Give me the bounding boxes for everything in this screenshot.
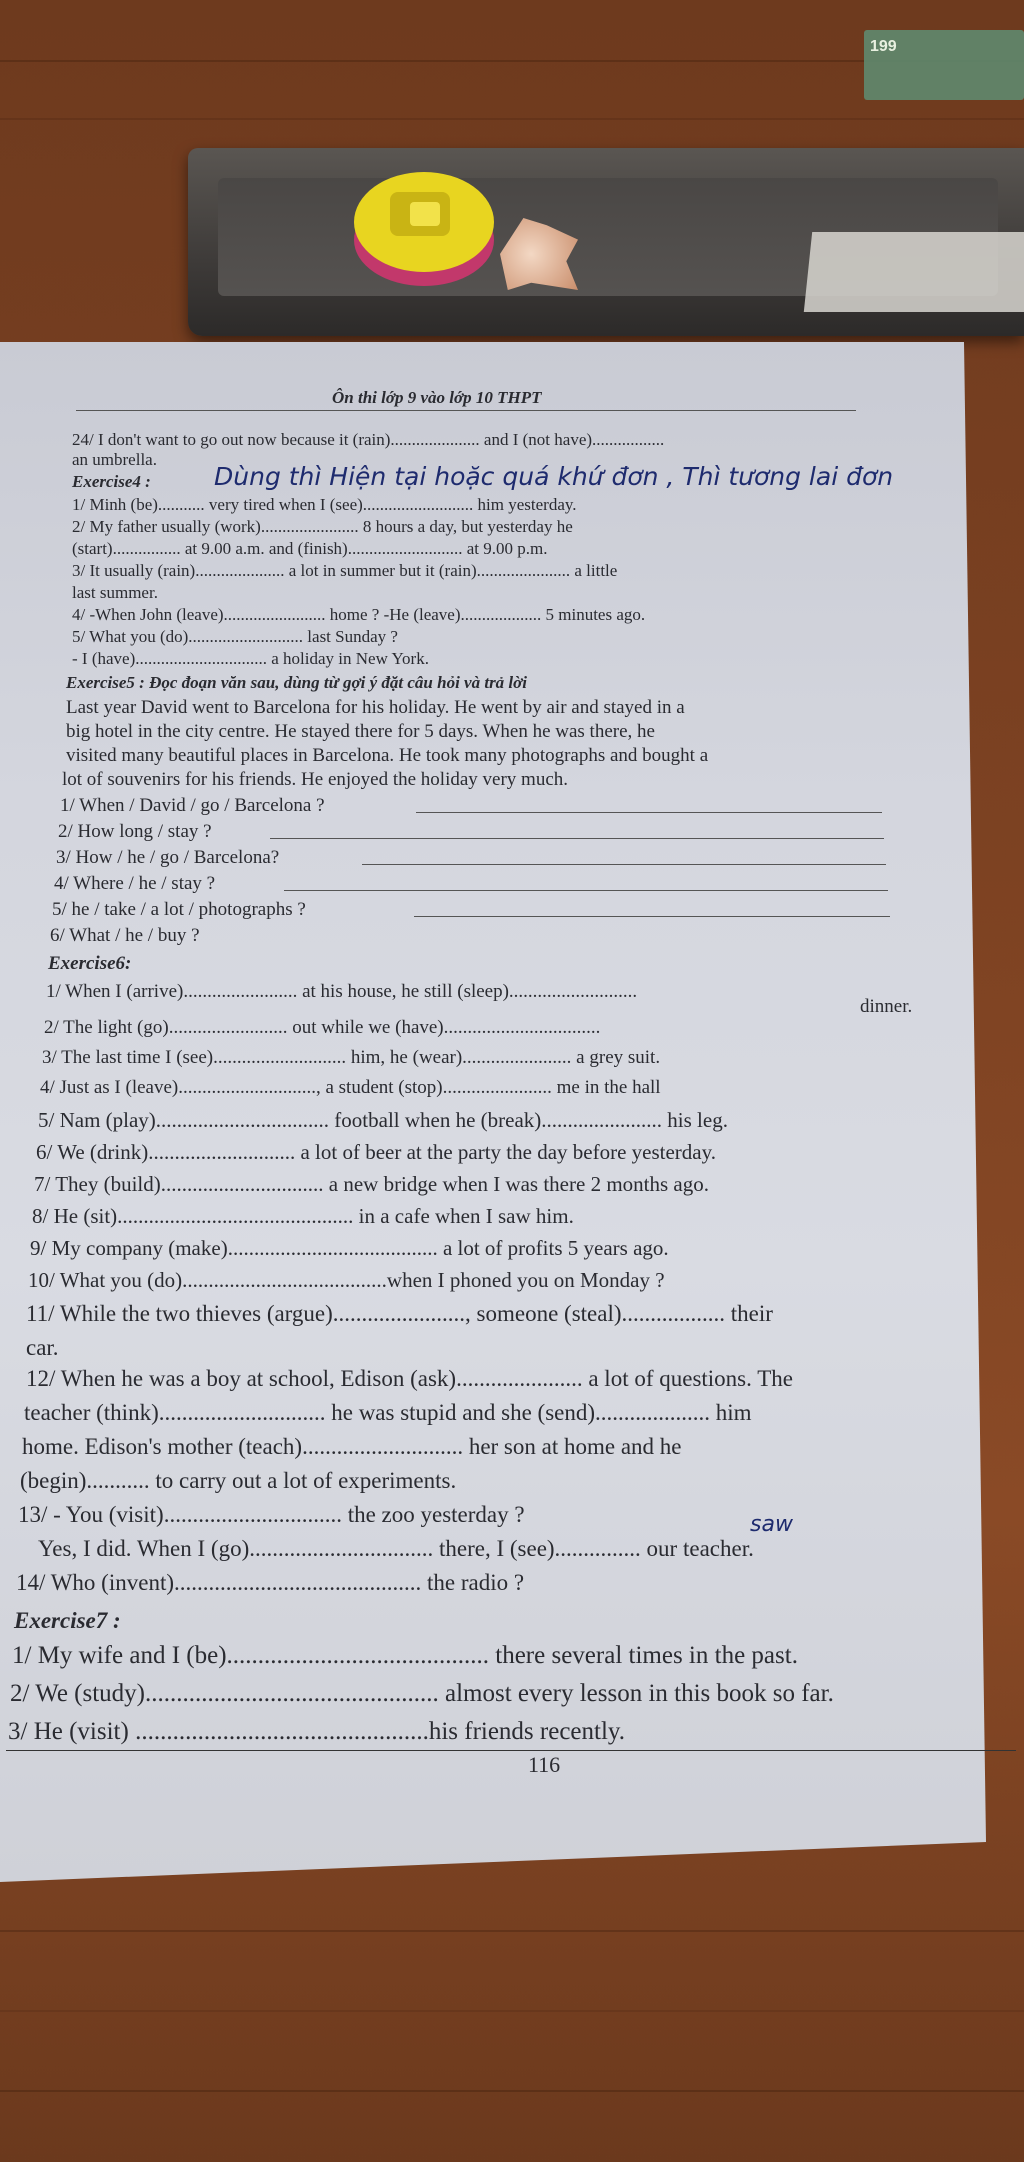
tray-sticker (804, 232, 1024, 312)
pencil-tray (188, 148, 1024, 336)
page-number: 116 (528, 1752, 561, 1777)
exercise4-title: Exercise4 : (72, 472, 151, 491)
answer-line (414, 916, 890, 917)
ex6-item-12-cont-2: home. Edison's mother (teach)............................ her son at home and he (22, 1434, 682, 1459)
ex6-item-1-end: dinner. (860, 996, 913, 1017)
ex5-q2: 2/ How long / stay ? (58, 821, 212, 842)
ex4-item-3: 3/ It usually (rain)..................... a lot in summer but it (rain)...................... a little (72, 561, 618, 580)
ex6-item-13: 13/ - You (visit)............................... the zoo yesterday ? (18, 1502, 525, 1527)
ex6-item-1: 1/ When I (arrive)........................ at his house, he still (sleep)........................... (46, 981, 638, 1002)
pencil-sharpener-icon (352, 160, 502, 292)
ex6-item-7: 7/ They (build)............................... a new bridge when I was there 2 months ago. (34, 1172, 709, 1196)
ex5-q6: 6/ What / he / buy ? (50, 925, 200, 946)
ex5-passage-2: big hotel in the city centre. He stayed there for 5 days. When he was there, he (66, 721, 655, 742)
ex6-item-3: 3/ The last time I (see)............................ him, he (wear)....................... a grey suit. (42, 1047, 661, 1068)
ex5-q1: 1/ When / David / go / Barcelona ? (60, 795, 325, 816)
question-24-cont: an umbrella. (72, 450, 157, 469)
ex5-q3: 3/ How / he / go / Barcelona? (56, 847, 280, 868)
ex6-item-10: 10/ What you (do).......................................when I phoned you on Monday ? (28, 1268, 665, 1292)
ex5-q5: 5/ he / take / a lot / photographs ? (52, 899, 306, 920)
ex5-passage-3: visited many beautiful places in Barcelona. He took many photographs and bought a (66, 745, 709, 766)
ex6-item-12-cont-1: teacher (think)............................. he was stupid and she (send).................... him (24, 1400, 752, 1425)
answer-line (270, 838, 884, 839)
ex5-passage-4: lot of souvenirs for his friends. He enjoyed the holiday very much. (62, 769, 569, 790)
ex4-item-5: 5/ What you (do)........................... last Sunday ? (72, 627, 398, 646)
ex7-item-1: 1/ My wife and I (be).......................................... there several times in the past. (12, 1642, 798, 1669)
ex4-item-3-cont: last summer. (72, 583, 158, 602)
ex7-item-3: 3/ He (visit) ...............................................his friends recently. (8, 1718, 626, 1745)
exercise6-title: Exercise6: (48, 953, 132, 974)
ex4-item-2: 2/ My father usually (work)....................... 8 hours a day, but yesterday he (72, 517, 573, 536)
ex4-item-5-answer: - I (have)............................... a holiday in New York. (72, 649, 429, 668)
header-rule (76, 410, 856, 411)
page-title: Ôn thi lớp 9 vào lớp 10 THPT (332, 388, 542, 407)
ex6-item-4: 4/ Just as I (leave)............................., a student (stop)....................... me in the hall (40, 1077, 661, 1098)
ex6-item-14: 14/ Who (invent)........................................... the radio ? (16, 1570, 525, 1595)
ex6-item-2: 2/ The light (go)......................... out while we (have)................................. (44, 1017, 601, 1038)
question-24: 24/ I don't want to go out now because it (rain)..................... and I (not have)................. (72, 430, 665, 449)
ex6-item-6: 6/ We (drink)............................ a lot of beer at the party the day before yesterday. (36, 1140, 717, 1164)
exercise7-title: Exercise7 : (14, 1608, 121, 1633)
ex6-item-11-cont: car. (26, 1335, 59, 1360)
footer-rule (6, 1750, 1016, 1751)
ex6-item-8: 8/ He (sit)............................................. in a cafe when I saw him. (32, 1204, 574, 1228)
ex5-q4: 4/ Where / he / stay ? (54, 873, 216, 894)
stamp-text: 199 (870, 38, 897, 55)
ex4-item-4: 4/ -When John (leave)........................ home ? -He (leave)................... 5 minutes ago. (72, 605, 646, 624)
ex6-item-12: 12/ When he was a boy at school, Edison (ask)...................... a lot of questions. The (26, 1366, 793, 1391)
ex4-item-1: 1/ Minh (be)........... very tired when I (see).......................... him yesterday. (72, 495, 577, 514)
exercise5-title: Exercise5 : Đọc đoạn văn sau, dùng từ gợi ý đặt câu hỏi và trả lời (66, 673, 528, 692)
ex6-item-9: 9/ My company (make)........................................ a lot of profits 5 years ago. (30, 1236, 669, 1260)
answer-line (362, 864, 886, 865)
ex6-item-13-answer: Yes, I did. When I (go)................................ there, I (see)............... our teacher. (38, 1536, 754, 1561)
ex6-item-12-cont-3: (begin)........... to carry out a lot of experiments. (20, 1468, 457, 1493)
ex6-item-5: 5/ Nam (play)................................. football when he (break)....................... his leg. (38, 1108, 728, 1132)
answer-line (284, 890, 888, 891)
handwritten-answer-13: saw (750, 1512, 793, 1537)
answer-line (416, 812, 882, 813)
handwritten-note: Dùng thì Hiện tại hoặc quá khứ đơn , Thì tương lai đơn (214, 462, 894, 491)
ex7-item-2: 2/ We (study)............................................... almost every lesson in this book so far. (10, 1680, 834, 1707)
ex6-item-11: 11/ While the two thieves (argue)......................., someone (steal).................. their (26, 1301, 773, 1326)
ex5-passage-1: Last year David went to Barcelona for his holiday. He went by air and stayed in a (66, 697, 685, 718)
ex4-item-2-cont: (start)................ at 9.00 a.m. and (finish)........................... at 9.00 p.m. (72, 539, 548, 558)
